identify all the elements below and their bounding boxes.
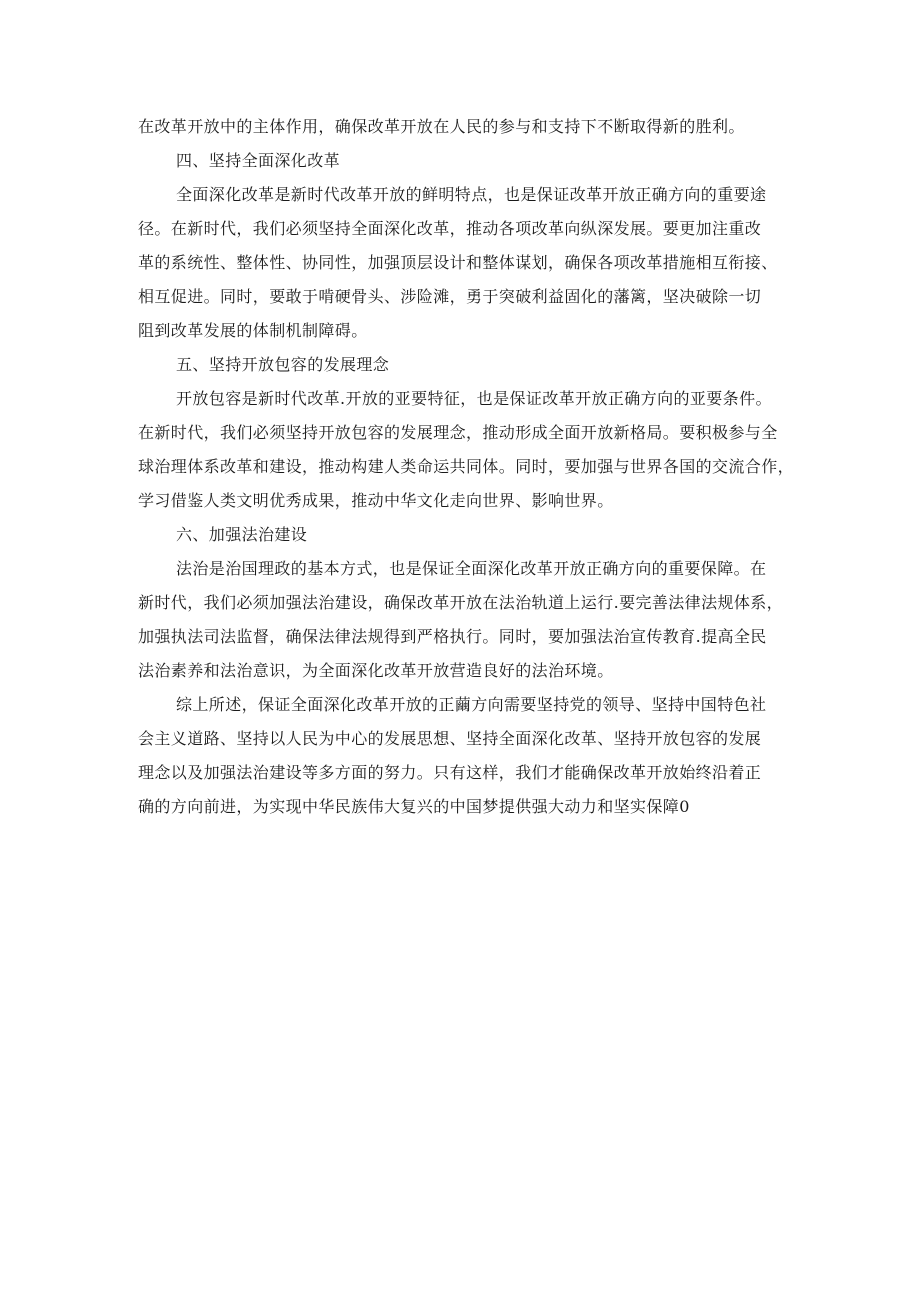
text-line: 革的系统性、整体性、协同性，加强顶层设计和整体谋划，确保各项改革措施相互衔接、 bbox=[138, 253, 778, 272]
paragraph-rule-of-law bbox=[138, 552, 794, 688]
section-heading: 五、坚持开放包容的发展理念 bbox=[176, 355, 390, 374]
paragraph-conclusion bbox=[138, 688, 794, 824]
text-line: 开放包容是新时代改革.开放的亚要特征，也是保证改革开放正确方向的亚要条件。 bbox=[176, 389, 772, 408]
paragraph-open-inclusive bbox=[138, 382, 794, 518]
text-line: 加强执法司法监督，确保法律法规得到严格执行。同时，要加强法治宣传教育.提高全民 bbox=[138, 627, 767, 646]
text-line: 确的方向前进，为实现中华民族伟大复兴的中国梦提供强大动力和坚实保障0 bbox=[138, 797, 690, 816]
text-line: 会主义道路、坚持以人民为中心的发展思想、坚持全面深化改革、坚持开放包容的发展 bbox=[138, 729, 762, 748]
section-heading: 六、加强法治建设 bbox=[176, 525, 308, 544]
section-heading-4 bbox=[138, 144, 794, 178]
paragraph-continuation bbox=[138, 110, 794, 144]
paragraph-deepen-reform bbox=[138, 178, 794, 348]
text-line: 法治是治国理政的基本方式，也是保证全面深化改革开放正确方向的重要保障。在 bbox=[176, 559, 767, 578]
text-line: 全面深化改革是新时代改革开放的鲜明特点，也是保证改革开放正确方向的重要途 bbox=[176, 185, 767, 204]
document-page bbox=[138, 110, 794, 824]
text-line: 综上所述，保证全面深化改革开放的正繭方向需要坚持党的领导、坚持中国特色社 bbox=[176, 695, 767, 714]
section-heading: 四、坚持全面深化改革 bbox=[176, 151, 341, 170]
section-heading-6 bbox=[138, 518, 794, 552]
text-line: 球治理体系改革和建设，推动构建人类命运共同体。同时，要加强与世界各国的交流合作， bbox=[138, 457, 795, 476]
text-line: 新时代，我们必须加强法治建设，确保改革开放在法治轨道上运行.要完善法律法规体系， bbox=[138, 593, 784, 612]
text-line: 在改革开放中的主体作用，确保改革开放在人民的参与和支持下不断取得新的胜利。 bbox=[138, 117, 745, 136]
text-line: 径。在新时代，我们必须坚持全面深化改革，推动各项改革向纵深发展。要更加注重改 bbox=[138, 219, 762, 238]
text-line: 法治素养和法治意识，为全面深化改革开放营造良好的法治环境。 bbox=[138, 661, 614, 680]
text-line: 在新时代，我们必须坚持开放包容的发展理念，推动形成全面开放新格局。要积极参与全 bbox=[138, 423, 778, 442]
text-line: 理念以及加强法治建设等多方面的努力。只有这样，我们才能确保改革开放始终沿着正 bbox=[138, 763, 762, 782]
text-line: 学习借鉴人类文明优秀成果，推动中华文化走向世界、影响世界。 bbox=[138, 491, 614, 510]
section-heading-5 bbox=[138, 348, 794, 382]
text-line: 相互促进。同时，要敢于啃硬骨头、涉险滩，勇于突破利益固化的藩篱，坚决破除一切 bbox=[138, 287, 762, 306]
text-line: 阻到改革发展的体制机制障碍。 bbox=[138, 321, 368, 340]
